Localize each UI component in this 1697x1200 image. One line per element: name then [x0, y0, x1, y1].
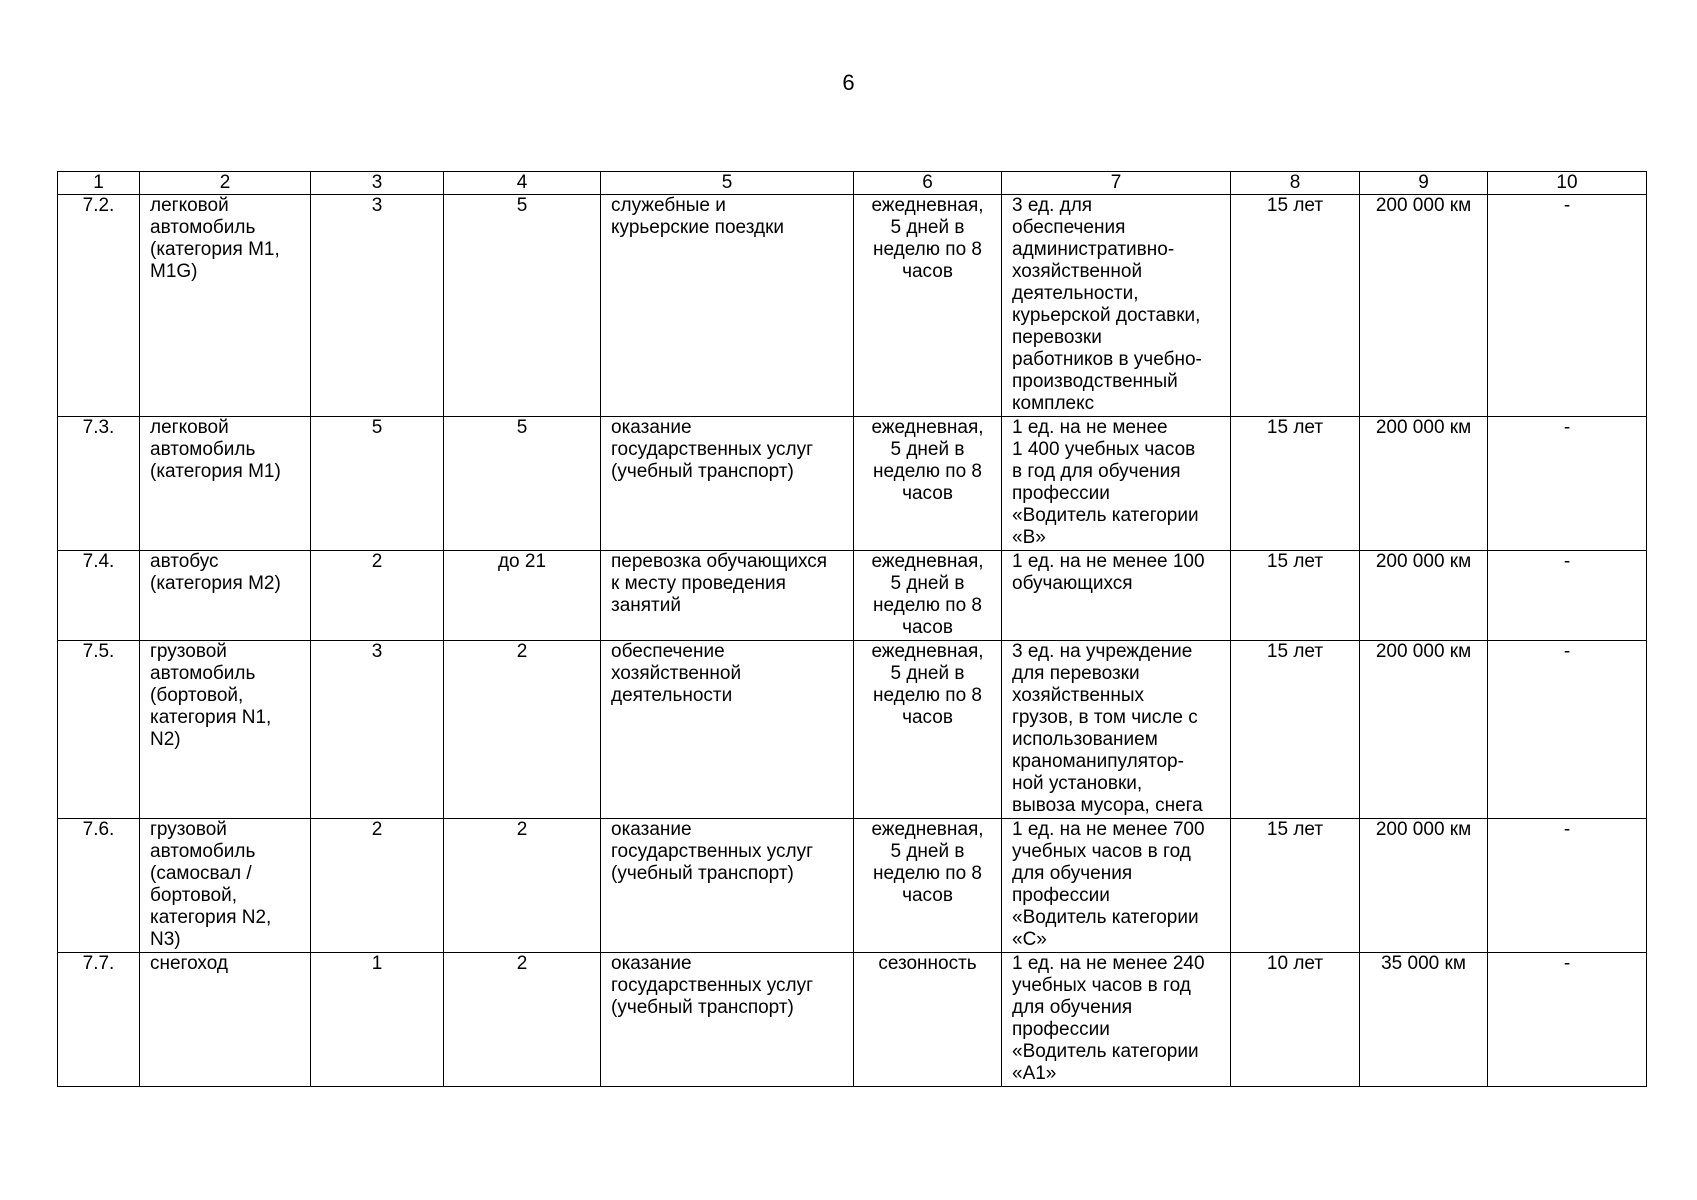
cell-text: -	[1563, 953, 1571, 974]
seat-count	[444, 551, 601, 641]
service-life	[1231, 641, 1360, 819]
cell-text: 200 000 км	[1375, 819, 1472, 840]
vehicle-count	[311, 195, 444, 417]
table-row	[58, 953, 1647, 1087]
cell-text: 15 лет	[1266, 641, 1324, 662]
cell-text: 15 лет	[1266, 551, 1324, 572]
mileage	[1360, 551, 1488, 641]
column-header: 4	[444, 172, 601, 195]
cell-text: 200 000 км	[1375, 551, 1472, 572]
cell-text: 2	[371, 819, 383, 840]
cell-text: 35 000 км	[1381, 953, 1466, 974]
cell-text: -	[1563, 551, 1571, 572]
norm-description	[1002, 195, 1231, 417]
column-header: 10	[1488, 172, 1647, 195]
norm-description	[1002, 417, 1231, 551]
cell-text: ежедневная, 5 дней в неделю по 8 часов	[871, 417, 984, 504]
vehicle-type	[140, 195, 311, 417]
cell-text: 7.7.	[82, 953, 115, 974]
cell-text: 1 ед. на не менее 700 учебных часов в год для обучения профессии «Водитель категории «С»	[1012, 819, 1205, 950]
cell-text: автобус (категория М2)	[150, 551, 281, 594]
usage-purpose	[601, 417, 854, 551]
mileage	[1360, 953, 1488, 1087]
column-10-value	[1488, 953, 1647, 1087]
cell-text: 15 лет	[1266, 195, 1324, 216]
cell-text: 3	[371, 195, 383, 216]
usage-purpose	[601, 195, 854, 417]
row-number	[58, 417, 140, 551]
table-row	[58, 417, 1647, 551]
cell-text: 2	[516, 819, 528, 840]
cell-text: 1	[371, 953, 383, 974]
cell-text: 7.4.	[82, 551, 115, 572]
cell-text: -	[1563, 819, 1571, 840]
cell-text: сезонность	[878, 953, 977, 974]
vehicle-count	[311, 641, 444, 819]
vehicle-count	[311, 417, 444, 551]
table-header-row	[58, 172, 1647, 195]
cell-text: ежедневная, 5 дней в неделю по 8 часов	[871, 819, 984, 906]
service-life	[1231, 195, 1360, 417]
usage-mode	[854, 551, 1002, 641]
usage-mode	[854, 819, 1002, 953]
seat-count	[444, 195, 601, 417]
cell-text: 200 000 км	[1375, 195, 1472, 216]
cell-text: оказание государственных услуг (учебный транспорт)	[611, 953, 814, 1018]
column-10-value	[1488, 641, 1647, 819]
vehicle-type	[140, 953, 311, 1087]
cell-text: 3 ед. для обеспечения административно- хозяйственной деятельности, курьерской доставки, перевозки работников в учебно- производственный комплекс	[1012, 195, 1202, 414]
usage-mode	[854, 953, 1002, 1087]
cell-text: до 21	[497, 551, 547, 572]
cell-text: 15 лет	[1266, 417, 1324, 438]
column-10-value	[1488, 195, 1647, 417]
vehicle-norms-table	[57, 171, 1647, 1087]
row-number	[58, 195, 140, 417]
column-header: 6	[854, 172, 1002, 195]
column-header: 8	[1231, 172, 1360, 195]
column-10-value	[1488, 417, 1647, 551]
norm-description	[1002, 819, 1231, 953]
cell-text: 2	[516, 953, 528, 974]
cell-text: 1 ед. на не менее 240 учебных часов в год для обучения профессии «Водитель категории «А1»	[1012, 953, 1205, 1084]
column-10-value	[1488, 819, 1647, 953]
vehicle-type	[140, 819, 311, 953]
service-life	[1231, 551, 1360, 641]
cell-text: снегоход	[150, 953, 228, 974]
service-life	[1231, 953, 1360, 1087]
row-number	[58, 819, 140, 953]
usage-purpose	[601, 551, 854, 641]
cell-text: 5	[516, 417, 528, 438]
cell-text: -	[1563, 417, 1571, 438]
mileage	[1360, 819, 1488, 953]
service-life	[1231, 819, 1360, 953]
cell-text: 1 ед. на не менее 1 400 учебных часов в год для обучения профессии «Водитель категории «В»	[1012, 417, 1199, 548]
cell-text: 5	[371, 417, 383, 438]
column-header: 1	[58, 172, 140, 195]
usage-purpose	[601, 641, 854, 819]
cell-text: 5	[516, 195, 528, 216]
cell-text: перевозка обучающихся к месту проведения занятий	[611, 551, 828, 616]
row-number	[58, 551, 140, 641]
cell-text: -	[1563, 641, 1571, 662]
cell-text: 200 000 км	[1375, 417, 1472, 438]
page-number: 6	[842, 70, 855, 95]
seat-count	[444, 417, 601, 551]
cell-text: ежедневная, 5 дней в неделю по 8 часов	[871, 641, 984, 728]
cell-text: 200 000 км	[1375, 641, 1472, 662]
cell-text: легковой автомобиль (категория М1, М1G)	[150, 195, 280, 282]
table-row	[58, 819, 1647, 953]
usage-mode	[854, 195, 1002, 417]
usage-purpose	[601, 953, 854, 1087]
cell-text: служебные и курьерские поездки	[611, 195, 784, 238]
row-number	[58, 953, 140, 1087]
cell-text: оказание государственных услуг (учебный транспорт)	[611, 417, 814, 482]
mileage	[1360, 641, 1488, 819]
norm-description	[1002, 953, 1231, 1087]
cell-text: 7.5.	[82, 641, 115, 662]
column-header: 9	[1360, 172, 1488, 195]
cell-text: 7.6.	[82, 819, 115, 840]
usage-mode	[854, 417, 1002, 551]
cell-text: ежедневная, 5 дней в неделю по 8 часов	[871, 551, 984, 638]
cell-text: ежедневная, 5 дней в неделю по 8 часов	[871, 195, 984, 282]
mileage	[1360, 195, 1488, 417]
column-header: 7	[1002, 172, 1231, 195]
vehicle-count	[311, 953, 444, 1087]
service-life	[1231, 417, 1360, 551]
cell-text: легковой автомобиль (категория М1)	[150, 417, 281, 482]
table-row	[58, 195, 1647, 417]
vehicle-count	[311, 551, 444, 641]
vehicle-type	[140, 641, 311, 819]
cell-text: 2	[371, 551, 383, 572]
seat-count	[444, 819, 601, 953]
usage-purpose	[601, 819, 854, 953]
cell-text: 10 лет	[1266, 953, 1324, 974]
row-number	[58, 641, 140, 819]
cell-text: обеспечение хозяйственной деятельности	[611, 641, 742, 706]
cell-text: 7.3.	[82, 417, 115, 438]
usage-mode	[854, 641, 1002, 819]
table-row	[58, 641, 1647, 819]
cell-text: 2	[516, 641, 528, 662]
cell-text: 3 ед. на учреждение для перевозки хозяйственных грузов, в том числе с использованием краноманипулятор- ной установки, вывоза мусора, снега	[1012, 641, 1203, 816]
norm-description	[1002, 641, 1231, 819]
cell-text: оказание государственных услуг (учебный транспорт)	[611, 819, 814, 884]
norm-description	[1002, 551, 1231, 641]
cell-text: 15 лет	[1266, 819, 1324, 840]
column-header: 3	[311, 172, 444, 195]
cell-text: 7.2.	[82, 195, 115, 216]
column-10-value	[1488, 551, 1647, 641]
cell-text: 1 ед. на не менее 100 обучающихся	[1012, 551, 1205, 594]
vehicle-count	[311, 819, 444, 953]
cell-text: -	[1563, 195, 1571, 216]
column-header: 5	[601, 172, 854, 195]
cell-text: 3	[371, 641, 383, 662]
mileage	[1360, 417, 1488, 551]
cell-text: грузовой автомобиль (самосвал / бортовой, категория N2, N3)	[150, 819, 272, 950]
vehicle-type	[140, 551, 311, 641]
vehicle-type	[140, 417, 311, 551]
table-row	[58, 551, 1647, 641]
seat-count	[444, 641, 601, 819]
seat-count	[444, 953, 601, 1087]
column-header: 2	[140, 172, 311, 195]
cell-text: грузовой автомобиль (бортовой, категория N1, N2)	[150, 641, 272, 750]
